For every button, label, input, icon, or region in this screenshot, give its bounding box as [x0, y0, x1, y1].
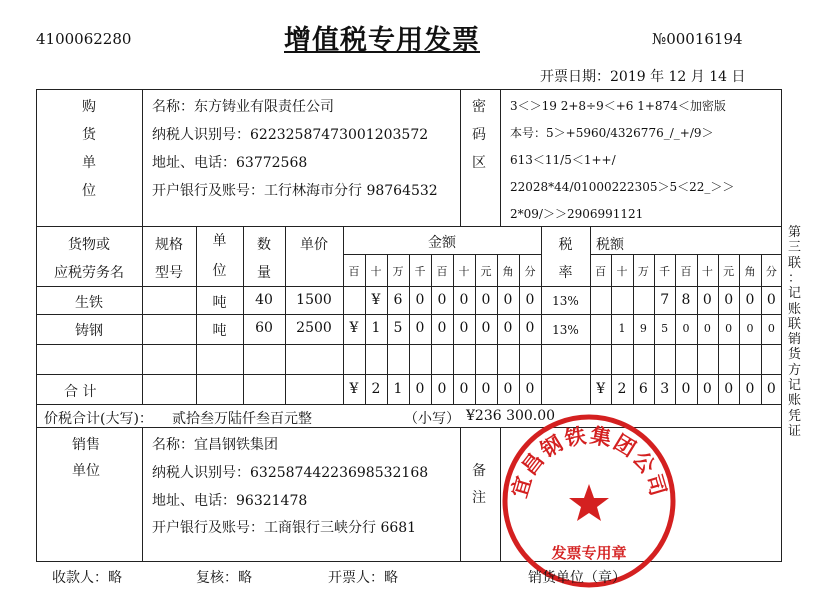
goods-name-header-2: 应税劳务名 [54, 265, 124, 281]
digit-label: 分 [524, 265, 536, 278]
side-note-char: 联 [788, 316, 802, 332]
side-note-char: 账 [788, 393, 802, 409]
qty-header-1: 数 [257, 237, 271, 253]
digit-cell: 1 [618, 322, 626, 335]
digit-label: 分 [765, 265, 777, 278]
total-label: 合 计 [64, 384, 97, 400]
digit-cell: 5 [393, 320, 403, 336]
seller-name: 名称：宜昌钢铁集团 [152, 437, 278, 453]
digit-cell: ¥ [371, 292, 381, 308]
row-rate: 13% [552, 323, 579, 337]
digit-cell: 2 [371, 381, 381, 397]
digit-cell: 1 [371, 320, 381, 336]
digit-label: 十 [370, 265, 382, 278]
digit-label: 百 [595, 265, 607, 278]
digit-cell: 0 [481, 292, 491, 308]
row-name: 生铁 [75, 295, 103, 311]
row-name: 铸钢 [75, 323, 103, 339]
invoice-title: 增值税专用发票 [284, 25, 480, 56]
row-qty: 60 [255, 320, 273, 336]
row-qty: 40 [255, 292, 273, 308]
side-note-char: ： [788, 270, 802, 286]
digit-cell: 0 [415, 320, 425, 336]
seal-org-text: 宜昌钢铁集团公司 [507, 423, 671, 501]
digit-cell: 0 [766, 381, 776, 397]
digit-label: 百 [680, 265, 692, 278]
digit-cell: ¥ [349, 381, 359, 397]
digit-label: 元 [480, 265, 492, 278]
digit-cell: 8 [681, 292, 691, 308]
price-tax-small-label: （小写） [404, 411, 460, 427]
digit-cell: 0 [437, 381, 447, 397]
digit-cell: 0 [724, 292, 734, 308]
digit-label: 十 [616, 265, 628, 278]
seller-address-phone: 地址、电话：96321478 [152, 493, 308, 509]
buyer-address-phone: 地址、电话：63772568 [152, 155, 308, 171]
spec-header-1: 规格 [155, 237, 183, 253]
digit-cell: 5 [661, 322, 669, 335]
digit-label: 万 [392, 265, 404, 278]
reviewer: 复核：略 [196, 570, 252, 586]
digit-cell: 0 [681, 381, 691, 397]
side-note-char: 记 [788, 286, 802, 302]
goods-name-header-1: 货物或 [68, 237, 110, 253]
digit-cell: 0 [437, 292, 447, 308]
row-rate: 13% [552, 294, 579, 308]
digit-cell: 9 [639, 322, 647, 335]
buyer-bank-account: 开户银行及账号：工行林海市分行 98764532 [152, 183, 438, 199]
digit-label: 百 [348, 265, 360, 278]
row-price: 2500 [296, 320, 332, 336]
digit-label: 十 [701, 265, 713, 278]
side-note-char: 账 [788, 301, 802, 317]
invoice-number: №00016194 [652, 30, 743, 48]
price-tax-total-label: 价税合计(大写)： [44, 411, 153, 427]
digit-label: 角 [744, 265, 756, 278]
seller-label-1: 销售 [72, 437, 100, 453]
price-tax-total-words: 贰拾叁万陆仟叁百元整 [172, 411, 312, 427]
row-price: 1500 [296, 292, 332, 308]
side-note-char: 方 [788, 362, 802, 378]
digit-cell: 0 [459, 381, 469, 397]
digit-cell: 0 [415, 381, 425, 397]
digit-cell: 0 [503, 292, 513, 308]
digit-cell: 0 [503, 320, 513, 336]
side-note-char: 凭 [788, 408, 802, 424]
digit-label: 角 [502, 265, 514, 278]
digit-cell: 0 [682, 322, 690, 335]
qty-header-2: 量 [257, 265, 271, 281]
digit-cell: 6 [638, 381, 648, 397]
digit-cell: 0 [459, 320, 469, 336]
invoice-seal [500, 412, 678, 590]
digit-cell: 0 [525, 292, 535, 308]
digit-label: 元 [723, 265, 735, 278]
digit-cell: 3 [660, 381, 670, 397]
digit-cell: 0 [503, 381, 513, 397]
invoice-code: 4100062280 [36, 30, 132, 48]
digit-cell: 0 [703, 322, 711, 335]
digit-cell: 0 [767, 322, 775, 335]
digit-label: 百 [436, 265, 448, 278]
digit-cell: 1 [393, 381, 403, 397]
digit-cell: ¥ [349, 320, 359, 336]
digit-cell: 0 [459, 292, 469, 308]
digit-cell: 0 [481, 381, 491, 397]
side-note-char: 联 [788, 255, 802, 271]
rate-header-1: 税 [558, 237, 573, 253]
digit-label: 十 [458, 265, 470, 278]
star-icon [569, 484, 609, 521]
issue-date: 开票日期：2019 年 12 月 14 日 [540, 69, 746, 85]
payee: 收款人：略 [52, 570, 122, 586]
digit-cell: 0 [481, 320, 491, 336]
seller-tax-id: 纳税人识别号：63258744223698532168 [152, 465, 429, 481]
unit-header-2: 位 [212, 263, 227, 279]
side-note-char: 第 [788, 225, 802, 240]
buyer-tax-id: 纳税人识别号：62232587473001203572 [152, 127, 429, 143]
digit-cell: 0 [746, 322, 754, 335]
issuer: 开票人：略 [328, 570, 398, 586]
unit-header-1: 单 [212, 233, 227, 249]
seller-seal-label: 销货单位（章） [528, 570, 626, 586]
digit-label: 万 [637, 265, 649, 278]
seller-label-2: 单位 [72, 463, 100, 479]
side-note-char: 三 [788, 240, 802, 256]
spec-header-2: 型号 [155, 265, 183, 281]
side-note-char: 销 [788, 332, 802, 348]
digit-cell: 0 [745, 381, 755, 397]
row-unit: 吨 [212, 295, 227, 311]
digit-label: 千 [659, 265, 671, 278]
digit-cell: 2 [617, 381, 627, 397]
digit-cell: 0 [702, 381, 712, 397]
digit-cell: 6 [393, 292, 403, 308]
digit-cell: 0 [437, 320, 447, 336]
digit-cell: 0 [724, 381, 734, 397]
buyer-name: 名称：东方铸业有限责任公司 [152, 99, 334, 115]
digit-label: 千 [414, 265, 426, 278]
digit-cell: 0 [525, 381, 535, 397]
digit-cell: 0 [702, 292, 712, 308]
digit-cell: ¥ [596, 381, 606, 397]
side-note-char: 记 [788, 378, 802, 393]
side-note-char: 货 [788, 347, 802, 363]
tax-header: 税额 [596, 237, 624, 253]
rate-header-2: 率 [558, 265, 573, 281]
digit-cell: 0 [725, 322, 733, 335]
price-tax-small-value: ¥236 300.00 [466, 408, 556, 424]
row-unit: 吨 [212, 323, 227, 339]
digit-cell: 0 [415, 292, 425, 308]
seller-bank-account: 开户银行及账号：工商银行三峡分行 6681 [152, 520, 417, 536]
digit-cell: 0 [766, 292, 776, 308]
digit-cell: 0 [525, 320, 535, 336]
seal-caption: 发票专用章 [551, 544, 627, 562]
side-note-char: 证 [788, 423, 802, 439]
digit-cell: 0 [745, 292, 755, 308]
price-header: 单价 [300, 237, 328, 253]
amount-header: 金额 [428, 235, 456, 251]
digit-cell: 7 [660, 292, 670, 308]
